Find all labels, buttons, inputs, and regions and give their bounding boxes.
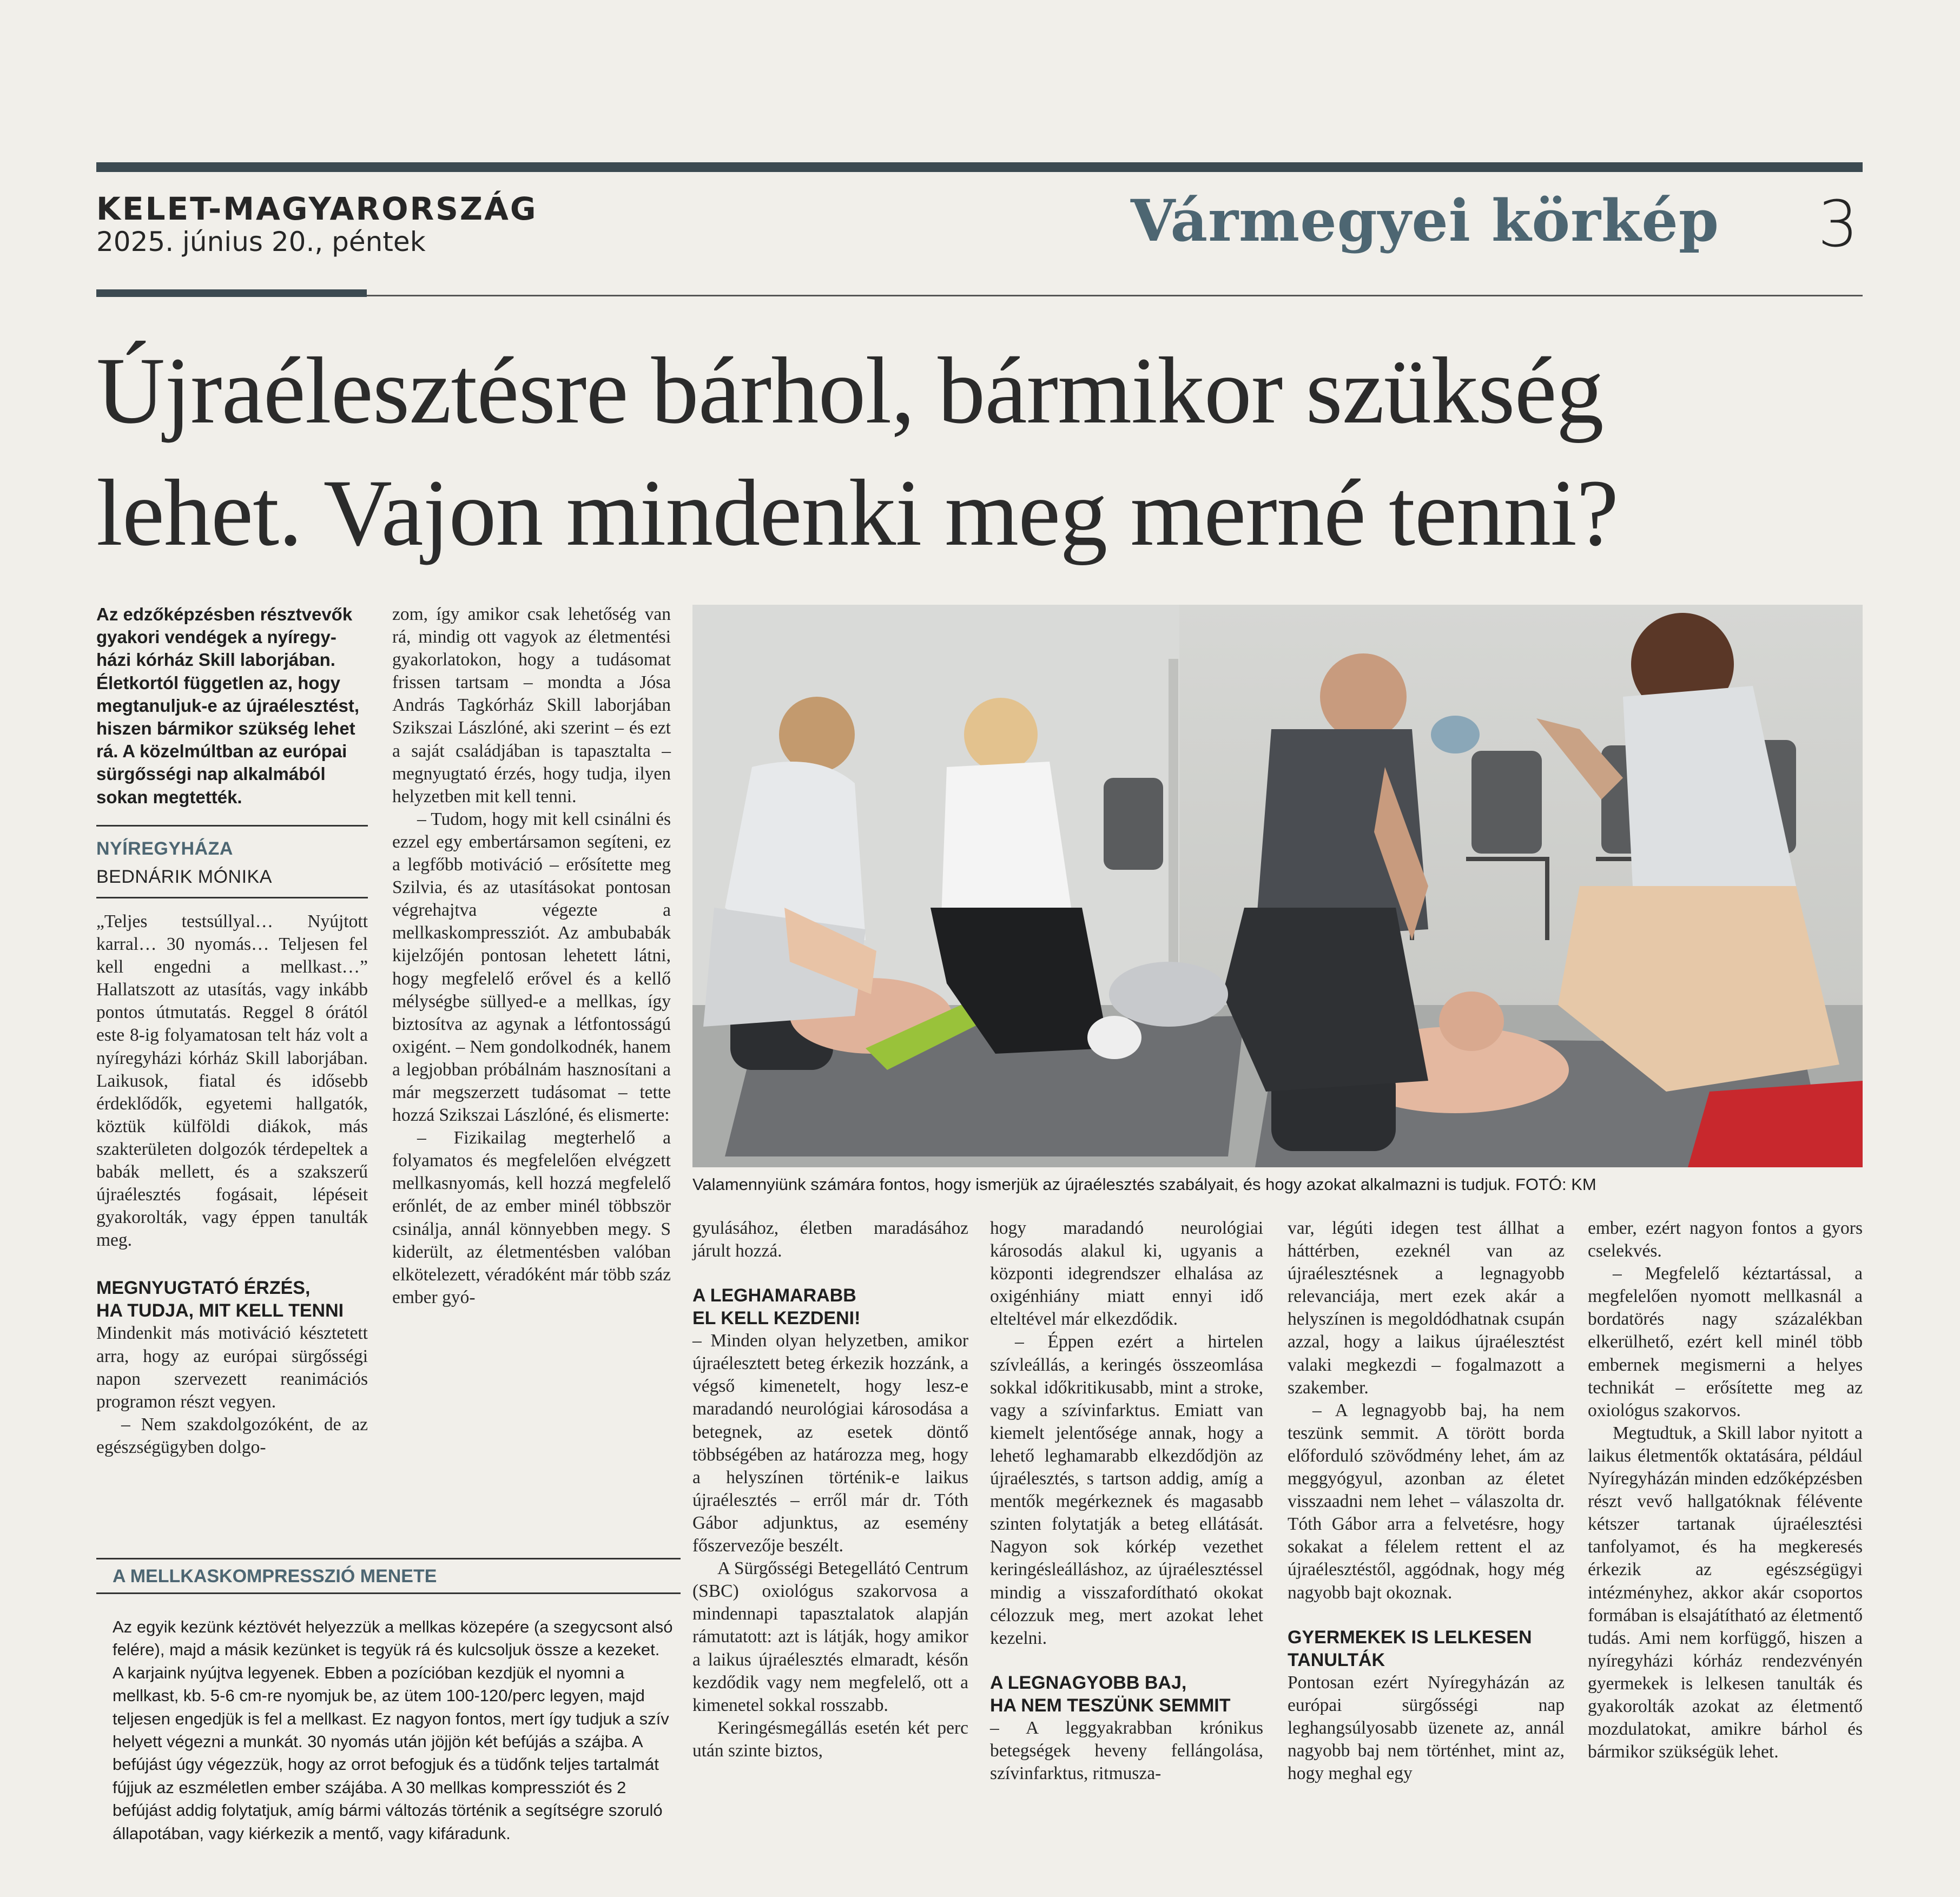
subhead-4: GYERMEKEK IS LELKESEN TANULTÁK [1288, 1627, 1532, 1670]
body-paragraph: gyulásához, életben maradásához járult hozzá. [692, 1218, 968, 1261]
info-box [96, 1558, 681, 1850]
column-2 [392, 603, 671, 1309]
training-photo [692, 605, 1863, 1167]
publication-name: KELET-MAGYARORSZÁG [96, 190, 538, 227]
headline-rule-thin [367, 295, 1863, 296]
subhead-3: A LEGNAGYOBB BAJ, HA NEM TESZÜNK SEMMIT [990, 1672, 1231, 1716]
body-paragraph: Mindenkit más motiváció késztetett arra, hogy az európai sürgősségi napon szervezett reanimációs programon részt vegyen. [96, 1323, 368, 1412]
body-paragraph: zom, így amikor csak lehetőség van rá, mindig ott vagyok az életmentési gyakorlatokon, hogy a tudásomat frissen tartsam – mondta a Jósa András Tagkórház Skill laborjában Szikszai Lászlóné, aki szerint – és ezt a saját családjában is tapasztalta – megnyugtató érzés, hogy tudja, ilyen helyzetben mit kell tenni. [392, 604, 671, 807]
info-box-title-rule [96, 1592, 681, 1594]
body-paragraph: – Éppen ezért a hirtelen szívleállás, a keringés összeomlása sokkal időkritikusabb, mint a stroke, vagy a szívinfarktus. Emiatt van kiemelt jelentősége annak, hogy a lehető leghamarabb elkezdődjön az újraélesztés, s tartson addig, amíg a mentők megérkeznek és magasabb szinten folytatják a beteg ellátását. Nagyon sok kórkép vezethet keringésleálláshoz, az újraélesztéssel mindig a visszafordítható okokat célozzuk meg, mert azokat lehet kezelni. [990, 1332, 1263, 1648]
body-paragraph: hogy maradandó neurológiai károsodás alakul ki, ugyanis a központi idegrendszer elhalása az oxigénhiány miatt ennyi idő elteltével már elkezdődik. [990, 1218, 1263, 1330]
author-byline: BEDNÁRIK MÓNIKA [96, 866, 272, 887]
column-5 [1288, 1217, 1565, 1785]
body-paragraph: Megtudtuk, a Skill labor nyitott a laikus életmentők oktatására, például Nyíregyházán minden edzőképzésben részt vevő hallgatóknak félévente kétszer tartanak újraélesztési tanfolyamot, és ha megkeresés érkezik az egészségügyi intézményhez, akkor akár csoportos formában is elsajátítható az életmentő tudás. Ami nem korfüggő, hiszen a nyíregyházi kórház rendezvényén gyermekek is lelkesen tanulták és gyakorolták azokat az életmentő mozdulatokat, amikre bárhol és bármikor szükségük lehet. [1588, 1423, 1863, 1762]
photo-credit: FOTÓ: KM [1515, 1175, 1596, 1194]
dateline-location: NYÍREGYHÁZA [96, 838, 233, 859]
info-box-text: Az egyik kezünk kéztövét helyezzük a mellkas közepére (a szegycsont alsó felére), majd a másik kezünket is tegyük rá és kulcsoljuk össze a kezeket. A karjaink nyújtva legyenek. Ebben a pozícióban kezdjük el nyomni a mellkast, kb. 5-6 cm-re nyomjuk be, az ütem 100-120/perc legyen, majd teljesen engedjük is fel a mellkast. Ez nagyon fontos, mert így tudjuk a szív helyett végezni a munkát. 30 nyomás után jöjjön két befújás a szájba. A befújást úgy végezzük, hogy az orrot befogjuk és a tüdőnk teljes tartalmát fújjuk az eszméletlen ember szájába. A 30 mellkas kompressziót és 2 befújást addig folytatjuk, amíg bármi változás történik a segítségre szoruló állapotában, vagy kiérkezik a mentő, vagy kifáradunk. [113, 1617, 673, 1843]
info-box-top-rule [96, 1558, 681, 1559]
headline-line-1: Újraélesztésre bárhol, bármikor szükség [96, 338, 1603, 444]
body-paragraph: – Nem szakdolgozóként, de az egészségügyben dolgo- [96, 1414, 368, 1457]
body-paragraph: – Fizikailag megterhelő a folyamatos és megfelelően elvégzett mellkasnyomás, kell hozzá megfelelő erőnlét, de az ember minél többször csinálja, annál könnyebben megy. S kiderült, az életmentésben valóban elkötelezett, véradóként már több száz ember gyó- [392, 1128, 671, 1307]
body-paragraph: ember, ezért nagyon fontos a gyors cselekvés. [1588, 1218, 1863, 1261]
photo-caption [692, 1175, 1863, 1194]
body-paragraph: Pontosan ezért Nyíregyházán az európai sürgősségi nap leghangsúlyosabb üzenete az, annál nagyobb baj nem történhet, mint az, hogy meghal egy [1288, 1672, 1565, 1783]
column-4 [990, 1217, 1263, 1785]
lead-divider [96, 825, 368, 827]
column-6 [1588, 1217, 1863, 1763]
body-paragraph: Keringésmegállás esetén két perc után szinte biztos, [692, 1717, 968, 1761]
caption-text: Valamennyiünk számára fontos, hogy ismerjük az újraélesztés szabályait, és hogy azokat alkalmazni is tudjuk. [692, 1175, 1511, 1194]
section-title: Vármegyei körkép [1131, 187, 1719, 254]
body-paragraph: A Sürgősségi Betegellátó Centrum (SBC) oxiológus szakorvosa a mindennapi tapasztalatok alapján rámutatott: azt is látják, hogy amikor a laikus újraélesztés elmaradt, későn kezdődik vagy nem megfelelő, ott a kimenetel sokkal rosszabb. [692, 1558, 968, 1715]
body-paragraph: – Tudom, hogy mit kell csinálni és ezzel egy embertársamon segíteni, ez a legfőbb motiváció – erősítette meg Szilvia, és az utasításokat pontosan végrehajtva végezte a mellkaskompressziót. Az ambubabák kijelzőjén pontosan lehetett látni, hogy megfelelő erővel és a kellő mélységbe süllyed-e a mellkas, így biztosítva az agynak a létfontosságú oxigént. – Nem gondolkodnék, hanem a legjobban próbálnám hasznosítani a már megszerzett tudásomat – tette hozzá Szikszai Lászlóné, és elismerte: [392, 809, 671, 1126]
page-number: 3 [1818, 187, 1859, 261]
top-rule [96, 162, 1863, 172]
info-box-title: A MELLKASKOMPRESSZIÓ MENETE [113, 1566, 437, 1587]
headline-line-2: lehet. Vajon mindenki meg merné tenni? [96, 460, 1619, 566]
lead-paragraph: Az edzőképzésben résztvevők gyakori vendégek a nyíregy- házi kórház Skill laborjában. Életkortól független az, hogy megtanuljuk-e az újraélesztést, hiszen bármikor szükség lehet rá. A közelmúltban az európai sürgősségi nap alkalmából sokan megtették. [96, 604, 359, 807]
body-paragraph: – Minden olyan helyzetben, amikor újraélesztett beteg érkezik hozzánk, a végső kimenetelt, hogy lesz-e maradandó neurológiai károsodása a betegnek, az esetek döntő többségében az határozza meg, hogy a helyszínen történik-e laikus újraélesztés – erről már dr. Tóth Gábor adjunktus, az esemény főszervezője beszélt. [692, 1331, 968, 1556]
body-paragraph: – A leggyakrabban krónikus betegségek heveny fellángolása, szívinfarktus, ritmusza- [990, 1717, 1263, 1783]
column-3 [692, 1217, 968, 1762]
subhead-1: MEGNYUGTATÓ ÉRZÉS, HA TUDJA, MIT KELL TENNI [96, 1278, 344, 1321]
body-paragraph: – Megfelelő kéztartással, a megfelelően nyomott mellkasnál a bordatörés nagy százalékban elkerülhető, ezért kell minél több embernek megismerni a helyes technikát – erősítette meg az oxiológus szakorvos. [1588, 1264, 1863, 1420]
issue-date: 2025. június 20., péntek [96, 226, 426, 257]
headline [96, 330, 1865, 574]
subhead-2: A LEGHAMARABB EL KELL KEZDENI! [692, 1285, 861, 1329]
body-paragraph: „Teljes testsúllyal… Nyújtott karral… 30 nyomás… Teljesen fel kell engedni a mellkast…” Hallatszott az utasítás, vagy inkább pontos útmutatás. Reggel 8 órától este 8-ig folyamatosan telt ház volt a nyíregyházi kórház Skill laborjában. Laikusok, fiatal és idősebb érdeklődők, egyetemi hallgatók, köztük külföldi diákok, más szakterületen dolgozók térdepeltek a babák mellett, és a szakszerű újraélesztés fogásait, lépéseit gyakorolták, vagy éppen tanulták meg. [96, 911, 368, 1251]
byline-divider [96, 897, 368, 898]
body-paragraph: var, légúti idegen test állhat a háttérben, ezeknél van az újraélesztésnek a legnagyobb relevanciája, mert ezek akár a helyszínen is megoldódhatnak csupán azzal, hogy a laikus újraélesztést valaki megkezdi – fogalmazott a szakember. [1288, 1218, 1565, 1398]
headline-rule-thick [96, 289, 367, 297]
column-1 [96, 603, 368, 1459]
body-paragraph: – A legnagyobb baj, ha nem teszünk semmit. A törött borda előforduló szövődmény lehet, ám az meggyógyul, azonban az életet visszaadni nem lehet – válaszolta dr. Tóth Gábor arra a felvetésre, hogy sokakat a félelem rettent el az újraélesztéstől, aggódnak, hogy még nagyobb bajt okoznak. [1288, 1400, 1565, 1603]
